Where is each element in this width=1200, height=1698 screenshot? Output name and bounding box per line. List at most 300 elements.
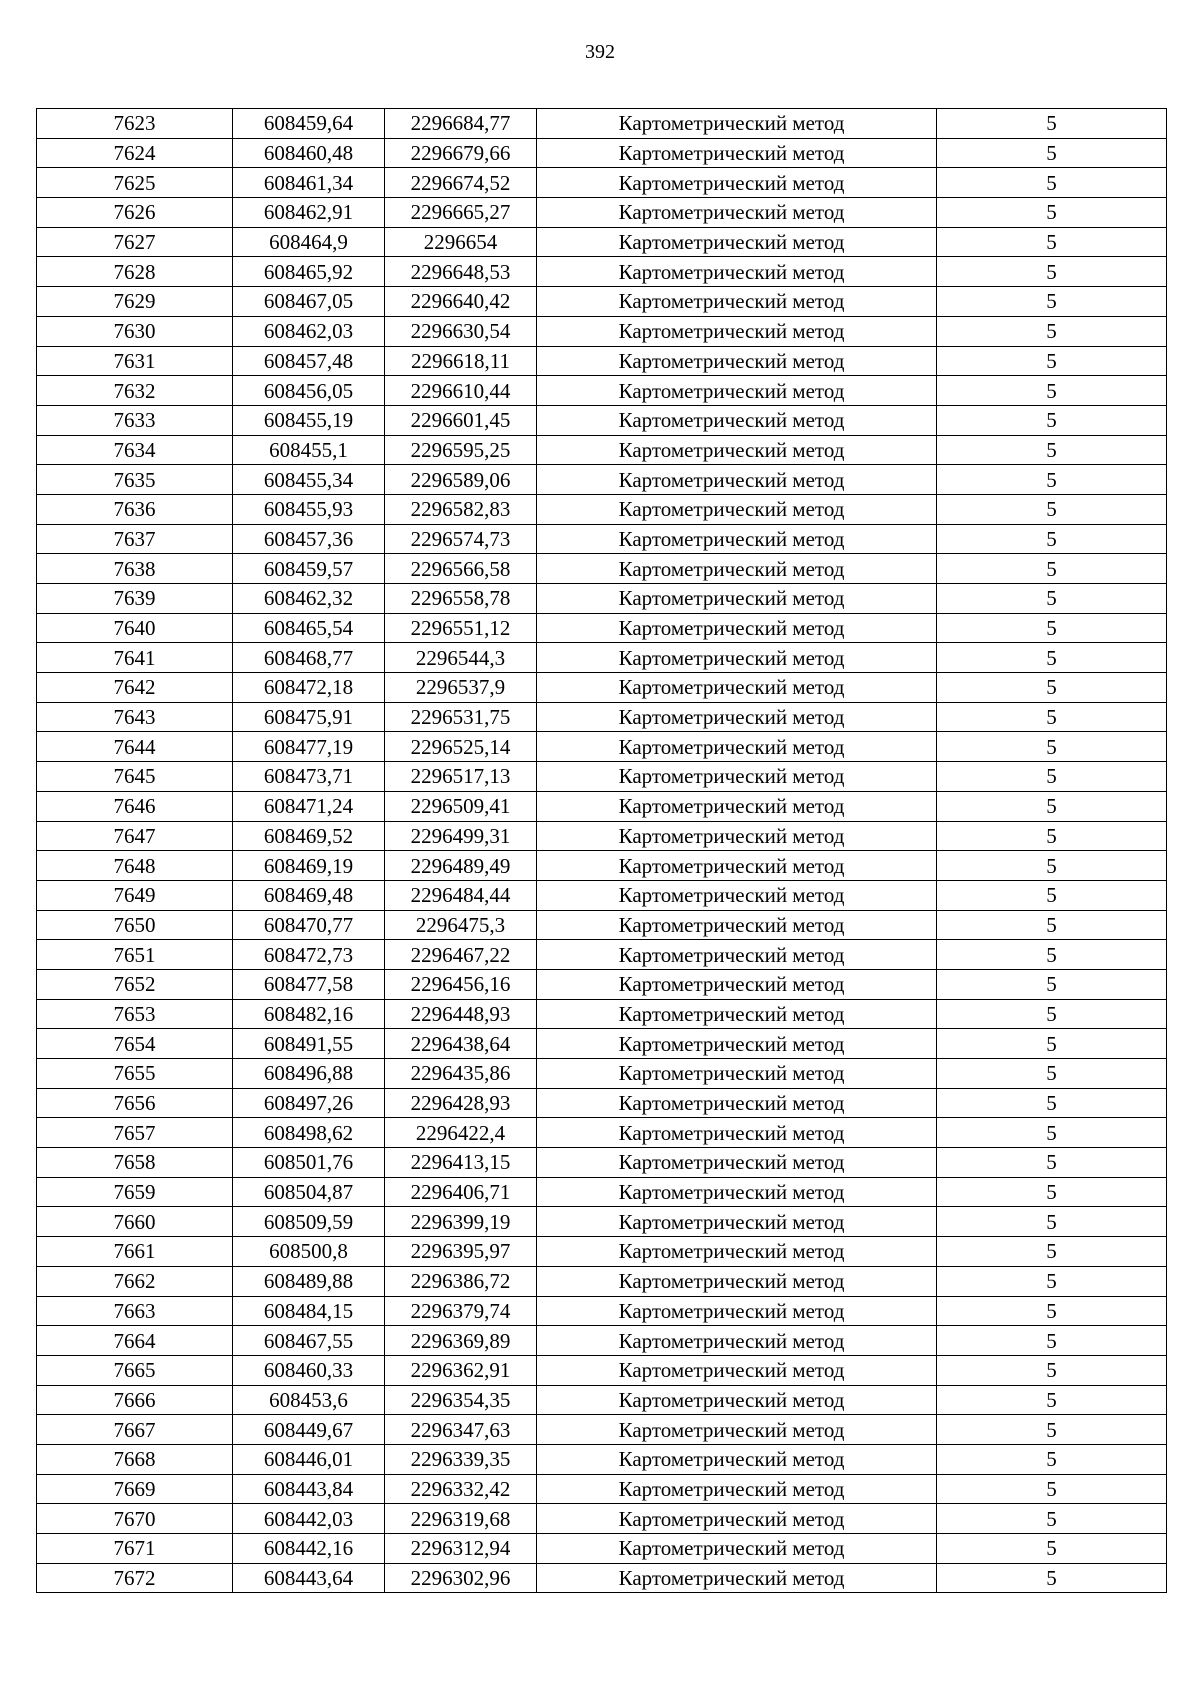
y-coordinate-cell: 2296369,89 xyxy=(385,1326,537,1356)
method-cell: Картометрический метод xyxy=(537,1474,937,1504)
accuracy-cell: 5 xyxy=(937,287,1167,317)
table-row xyxy=(37,940,1167,970)
method-cell: Картометрический метод xyxy=(537,1504,937,1534)
accuracy-cell: 5 xyxy=(937,643,1167,673)
table-row xyxy=(37,287,1167,317)
y-coordinate-cell: 2296509,41 xyxy=(385,791,537,821)
table-row xyxy=(37,1444,1167,1474)
x-coordinate-cell: 608500,8 xyxy=(233,1237,385,1267)
method-cell: Картометрический метод xyxy=(537,851,937,881)
method-cell: Картометрический метод xyxy=(537,821,937,851)
x-coordinate-cell: 608469,48 xyxy=(233,880,385,910)
y-coordinate-cell: 2296499,31 xyxy=(385,821,537,851)
accuracy-cell: 5 xyxy=(937,762,1167,792)
x-coordinate-cell: 608459,64 xyxy=(233,109,385,139)
method-cell: Картометрический метод xyxy=(537,1029,937,1059)
y-coordinate-cell: 2296422,4 xyxy=(385,1118,537,1148)
point-number-cell: 7643 xyxy=(37,702,233,732)
y-coordinate-cell: 2296386,72 xyxy=(385,1266,537,1296)
accuracy-cell: 5 xyxy=(937,1326,1167,1356)
x-coordinate-cell: 608497,26 xyxy=(233,1088,385,1118)
x-coordinate-cell: 608464,9 xyxy=(233,227,385,257)
method-cell: Картометрический метод xyxy=(537,1326,937,1356)
method-cell: Картометрический метод xyxy=(537,673,937,703)
y-coordinate-cell: 2296339,35 xyxy=(385,1444,537,1474)
x-coordinate-cell: 608504,87 xyxy=(233,1177,385,1207)
y-coordinate-cell: 2296525,14 xyxy=(385,732,537,762)
y-coordinate-cell: 2296302,96 xyxy=(385,1563,537,1593)
x-coordinate-cell: 608498,62 xyxy=(233,1118,385,1148)
table-row xyxy=(37,227,1167,257)
method-cell: Картометрический метод xyxy=(537,584,937,614)
method-cell: Картометрический метод xyxy=(537,1177,937,1207)
table-row xyxy=(37,643,1167,673)
accuracy-cell: 5 xyxy=(937,1177,1167,1207)
table-row xyxy=(37,316,1167,346)
table-row xyxy=(37,1326,1167,1356)
table-row xyxy=(37,910,1167,940)
y-coordinate-cell: 2296531,75 xyxy=(385,702,537,732)
method-cell: Картометрический метод xyxy=(537,702,937,732)
x-coordinate-cell: 608456,05 xyxy=(233,376,385,406)
table-row xyxy=(37,168,1167,198)
point-number-cell: 7624 xyxy=(37,138,233,168)
point-number-cell: 7631 xyxy=(37,346,233,376)
accuracy-cell: 5 xyxy=(937,376,1167,406)
x-coordinate-cell: 608449,67 xyxy=(233,1415,385,1445)
method-cell: Картометрический метод xyxy=(537,257,937,287)
method-cell: Картометрический метод xyxy=(537,999,937,1029)
table-row xyxy=(37,1504,1167,1534)
accuracy-cell: 5 xyxy=(937,1029,1167,1059)
point-number-cell: 7646 xyxy=(37,791,233,821)
y-coordinate-cell: 2296484,44 xyxy=(385,880,537,910)
point-number-cell: 7623 xyxy=(37,109,233,139)
method-cell: Картометрический метод xyxy=(537,910,937,940)
y-coordinate-cell: 2296475,3 xyxy=(385,910,537,940)
point-number-cell: 7666 xyxy=(37,1385,233,1415)
y-coordinate-cell: 2296544,3 xyxy=(385,643,537,673)
accuracy-cell: 5 xyxy=(937,1444,1167,1474)
y-coordinate-cell: 2296684,77 xyxy=(385,109,537,139)
table-row xyxy=(37,465,1167,495)
x-coordinate-cell: 608471,24 xyxy=(233,791,385,821)
accuracy-cell: 5 xyxy=(937,524,1167,554)
point-number-cell: 7650 xyxy=(37,910,233,940)
accuracy-cell: 5 xyxy=(937,1088,1167,1118)
point-number-cell: 7634 xyxy=(37,435,233,465)
point-number-cell: 7647 xyxy=(37,821,233,851)
point-number-cell: 7651 xyxy=(37,940,233,970)
point-number-cell: 7627 xyxy=(37,227,233,257)
table-row xyxy=(37,435,1167,465)
accuracy-cell: 5 xyxy=(937,1148,1167,1178)
accuracy-cell: 5 xyxy=(937,405,1167,435)
x-coordinate-cell: 608453,6 xyxy=(233,1385,385,1415)
accuracy-cell: 5 xyxy=(937,1266,1167,1296)
table-row xyxy=(37,1385,1167,1415)
point-number-cell: 7632 xyxy=(37,376,233,406)
accuracy-cell: 5 xyxy=(937,1237,1167,1267)
method-cell: Картометрический метод xyxy=(537,1237,937,1267)
x-coordinate-cell: 608484,15 xyxy=(233,1296,385,1326)
accuracy-cell: 5 xyxy=(937,851,1167,881)
method-cell: Картометрический метод xyxy=(537,465,937,495)
y-coordinate-cell: 2296630,54 xyxy=(385,316,537,346)
x-coordinate-cell: 608455,34 xyxy=(233,465,385,495)
point-number-cell: 7644 xyxy=(37,732,233,762)
x-coordinate-cell: 608509,59 xyxy=(233,1207,385,1237)
method-cell: Картометрический метод xyxy=(537,494,937,524)
table-row xyxy=(37,584,1167,614)
x-coordinate-cell: 608473,71 xyxy=(233,762,385,792)
accuracy-cell: 5 xyxy=(937,346,1167,376)
point-number-cell: 7648 xyxy=(37,851,233,881)
method-cell: Картометрический метод xyxy=(537,287,937,317)
table-row xyxy=(37,554,1167,584)
method-cell: Картометрический метод xyxy=(537,1207,937,1237)
x-coordinate-cell: 608475,91 xyxy=(233,702,385,732)
accuracy-cell: 5 xyxy=(937,1385,1167,1415)
point-number-cell: 7635 xyxy=(37,465,233,495)
x-coordinate-cell: 608482,16 xyxy=(233,999,385,1029)
y-coordinate-cell: 2296406,71 xyxy=(385,1177,537,1207)
y-coordinate-cell: 2296489,49 xyxy=(385,851,537,881)
accuracy-cell: 5 xyxy=(937,554,1167,584)
x-coordinate-cell: 608477,58 xyxy=(233,969,385,999)
accuracy-cell: 5 xyxy=(937,791,1167,821)
point-number-cell: 7642 xyxy=(37,673,233,703)
table-row xyxy=(37,673,1167,703)
accuracy-cell: 5 xyxy=(937,969,1167,999)
x-coordinate-cell: 608457,36 xyxy=(233,524,385,554)
table-row xyxy=(37,732,1167,762)
y-coordinate-cell: 2296354,35 xyxy=(385,1385,537,1415)
accuracy-cell: 5 xyxy=(937,138,1167,168)
method-cell: Картометрический метод xyxy=(537,346,937,376)
table-row xyxy=(37,1415,1167,1445)
table-row xyxy=(37,1207,1167,1237)
point-number-cell: 7662 xyxy=(37,1266,233,1296)
accuracy-cell: 5 xyxy=(937,880,1167,910)
x-coordinate-cell: 608455,19 xyxy=(233,405,385,435)
accuracy-cell: 5 xyxy=(937,732,1167,762)
table-row xyxy=(37,1296,1167,1326)
y-coordinate-cell: 2296537,9 xyxy=(385,673,537,703)
table-row xyxy=(37,1474,1167,1504)
table-row xyxy=(37,1088,1167,1118)
y-coordinate-cell: 2296589,06 xyxy=(385,465,537,495)
accuracy-cell: 5 xyxy=(937,584,1167,614)
method-cell: Картометрический метод xyxy=(537,524,937,554)
point-number-cell: 7641 xyxy=(37,643,233,673)
y-coordinate-cell: 2296347,63 xyxy=(385,1415,537,1445)
table-row xyxy=(37,138,1167,168)
point-number-cell: 7639 xyxy=(37,584,233,614)
method-cell: Картометрический метод xyxy=(537,1266,937,1296)
method-cell: Картометрический метод xyxy=(537,1355,937,1385)
point-number-cell: 7625 xyxy=(37,168,233,198)
x-coordinate-cell: 608501,76 xyxy=(233,1148,385,1178)
table-row xyxy=(37,613,1167,643)
point-number-cell: 7657 xyxy=(37,1118,233,1148)
x-coordinate-cell: 608496,88 xyxy=(233,1059,385,1089)
accuracy-cell: 5 xyxy=(937,910,1167,940)
accuracy-cell: 5 xyxy=(937,1059,1167,1089)
x-coordinate-cell: 608459,57 xyxy=(233,554,385,584)
y-coordinate-cell: 2296379,74 xyxy=(385,1296,537,1326)
table-row xyxy=(37,524,1167,554)
method-cell: Картометрический метод xyxy=(537,1059,937,1089)
coordinates-table-body xyxy=(37,109,1167,1593)
table-row xyxy=(37,969,1167,999)
point-number-cell: 7663 xyxy=(37,1296,233,1326)
method-cell: Картометрический метод xyxy=(537,109,937,139)
y-coordinate-cell: 2296517,13 xyxy=(385,762,537,792)
table-row xyxy=(37,1237,1167,1267)
y-coordinate-cell: 2296574,73 xyxy=(385,524,537,554)
table-row xyxy=(37,376,1167,406)
accuracy-cell: 5 xyxy=(937,257,1167,287)
point-number-cell: 7655 xyxy=(37,1059,233,1089)
y-coordinate-cell: 2296566,58 xyxy=(385,554,537,584)
table-row xyxy=(37,791,1167,821)
point-number-cell: 7659 xyxy=(37,1177,233,1207)
y-coordinate-cell: 2296319,68 xyxy=(385,1504,537,1534)
method-cell: Картометрический метод xyxy=(537,1088,937,1118)
method-cell: Картометрический метод xyxy=(537,762,937,792)
x-coordinate-cell: 608442,03 xyxy=(233,1504,385,1534)
point-number-cell: 7668 xyxy=(37,1444,233,1474)
x-coordinate-cell: 608462,91 xyxy=(233,198,385,228)
x-coordinate-cell: 608468,77 xyxy=(233,643,385,673)
point-number-cell: 7630 xyxy=(37,316,233,346)
accuracy-cell: 5 xyxy=(937,1207,1167,1237)
y-coordinate-cell: 2296438,64 xyxy=(385,1029,537,1059)
accuracy-cell: 5 xyxy=(937,999,1167,1029)
accuracy-cell: 5 xyxy=(937,435,1167,465)
table-row xyxy=(37,851,1167,881)
point-number-cell: 7664 xyxy=(37,1326,233,1356)
x-coordinate-cell: 608470,77 xyxy=(233,910,385,940)
method-cell: Картометрический метод xyxy=(537,138,937,168)
point-number-cell: 7669 xyxy=(37,1474,233,1504)
x-coordinate-cell: 608460,33 xyxy=(233,1355,385,1385)
point-number-cell: 7628 xyxy=(37,257,233,287)
x-coordinate-cell: 608472,18 xyxy=(233,673,385,703)
table-row xyxy=(37,1029,1167,1059)
method-cell: Картометрический метод xyxy=(537,880,937,910)
y-coordinate-cell: 2296648,53 xyxy=(385,257,537,287)
table-row xyxy=(37,257,1167,287)
y-coordinate-cell: 2296456,16 xyxy=(385,969,537,999)
point-number-cell: 7672 xyxy=(37,1563,233,1593)
point-number-cell: 7660 xyxy=(37,1207,233,1237)
point-number-cell: 7633 xyxy=(37,405,233,435)
x-coordinate-cell: 608443,64 xyxy=(233,1563,385,1593)
x-coordinate-cell: 608461,34 xyxy=(233,168,385,198)
y-coordinate-cell: 2296640,42 xyxy=(385,287,537,317)
table-row xyxy=(37,1266,1167,1296)
accuracy-cell: 5 xyxy=(937,465,1167,495)
coordinates-table xyxy=(36,108,1167,1593)
point-number-cell: 7645 xyxy=(37,762,233,792)
accuracy-cell: 5 xyxy=(937,1504,1167,1534)
accuracy-cell: 5 xyxy=(937,1296,1167,1326)
y-coordinate-cell: 2296399,19 xyxy=(385,1207,537,1237)
method-cell: Картометрический метод xyxy=(537,1148,937,1178)
table-row xyxy=(37,762,1167,792)
point-number-cell: 7667 xyxy=(37,1415,233,1445)
accuracy-cell: 5 xyxy=(937,1118,1167,1148)
x-coordinate-cell: 608491,55 xyxy=(233,1029,385,1059)
accuracy-cell: 5 xyxy=(937,940,1167,970)
x-coordinate-cell: 608477,19 xyxy=(233,732,385,762)
method-cell: Картометрический метод xyxy=(537,405,937,435)
y-coordinate-cell: 2296395,97 xyxy=(385,1237,537,1267)
y-coordinate-cell: 2296551,12 xyxy=(385,613,537,643)
point-number-cell: 7629 xyxy=(37,287,233,317)
point-number-cell: 7656 xyxy=(37,1088,233,1118)
method-cell: Картометрический метод xyxy=(537,613,937,643)
method-cell: Картометрический метод xyxy=(537,791,937,821)
accuracy-cell: 5 xyxy=(937,227,1167,257)
y-coordinate-cell: 2296679,66 xyxy=(385,138,537,168)
x-coordinate-cell: 608467,55 xyxy=(233,1326,385,1356)
x-coordinate-cell: 608472,73 xyxy=(233,940,385,970)
x-coordinate-cell: 608469,52 xyxy=(233,821,385,851)
table-row xyxy=(37,1355,1167,1385)
accuracy-cell: 5 xyxy=(937,316,1167,346)
accuracy-cell: 5 xyxy=(937,821,1167,851)
x-coordinate-cell: 608465,92 xyxy=(233,257,385,287)
method-cell: Картометрический метод xyxy=(537,1444,937,1474)
method-cell: Картометрический метод xyxy=(537,732,937,762)
y-coordinate-cell: 2296618,11 xyxy=(385,346,537,376)
y-coordinate-cell: 2296610,44 xyxy=(385,376,537,406)
y-coordinate-cell: 2296362,91 xyxy=(385,1355,537,1385)
method-cell: Картометрический метод xyxy=(537,1296,937,1326)
y-coordinate-cell: 2296435,86 xyxy=(385,1059,537,1089)
point-number-cell: 7637 xyxy=(37,524,233,554)
table-row xyxy=(37,1148,1167,1178)
y-coordinate-cell: 2296332,42 xyxy=(385,1474,537,1504)
point-number-cell: 7665 xyxy=(37,1355,233,1385)
method-cell: Картометрический метод xyxy=(537,1118,937,1148)
accuracy-cell: 5 xyxy=(937,1355,1167,1385)
table-row xyxy=(37,880,1167,910)
accuracy-cell: 5 xyxy=(937,613,1167,643)
method-cell: Картометрический метод xyxy=(537,316,937,346)
y-coordinate-cell: 2296674,52 xyxy=(385,168,537,198)
method-cell: Картометрический метод xyxy=(537,643,937,673)
method-cell: Картометрический метод xyxy=(537,435,937,465)
x-coordinate-cell: 608443,84 xyxy=(233,1474,385,1504)
method-cell: Картометрический метод xyxy=(537,376,937,406)
x-coordinate-cell: 608460,48 xyxy=(233,138,385,168)
point-number-cell: 7653 xyxy=(37,999,233,1029)
table-row xyxy=(37,999,1167,1029)
y-coordinate-cell: 2296595,25 xyxy=(385,435,537,465)
y-coordinate-cell: 2296558,78 xyxy=(385,584,537,614)
table-row xyxy=(37,494,1167,524)
table-row xyxy=(37,1118,1167,1148)
y-coordinate-cell: 2296654 xyxy=(385,227,537,257)
x-coordinate-cell: 608455,1 xyxy=(233,435,385,465)
point-number-cell: 7626 xyxy=(37,198,233,228)
accuracy-cell: 5 xyxy=(937,494,1167,524)
x-coordinate-cell: 608457,48 xyxy=(233,346,385,376)
y-coordinate-cell: 2296601,45 xyxy=(385,405,537,435)
y-coordinate-cell: 2296448,93 xyxy=(385,999,537,1029)
accuracy-cell: 5 xyxy=(937,198,1167,228)
y-coordinate-cell: 2296428,93 xyxy=(385,1088,537,1118)
y-coordinate-cell: 2296665,27 xyxy=(385,198,537,228)
accuracy-cell: 5 xyxy=(937,702,1167,732)
table-row xyxy=(37,109,1167,139)
method-cell: Картометрический метод xyxy=(537,168,937,198)
x-coordinate-cell: 608462,32 xyxy=(233,584,385,614)
accuracy-cell: 5 xyxy=(937,1415,1167,1445)
y-coordinate-cell: 2296582,83 xyxy=(385,494,537,524)
x-coordinate-cell: 608446,01 xyxy=(233,1444,385,1474)
method-cell: Картометрический метод xyxy=(537,1534,937,1564)
x-coordinate-cell: 608455,93 xyxy=(233,494,385,524)
accuracy-cell: 5 xyxy=(937,673,1167,703)
x-coordinate-cell: 608442,16 xyxy=(233,1534,385,1564)
method-cell: Картометрический метод xyxy=(537,227,937,257)
x-coordinate-cell: 608462,03 xyxy=(233,316,385,346)
method-cell: Картометрический метод xyxy=(537,1563,937,1593)
point-number-cell: 7638 xyxy=(37,554,233,584)
point-number-cell: 7654 xyxy=(37,1029,233,1059)
accuracy-cell: 5 xyxy=(937,168,1167,198)
y-coordinate-cell: 2296413,15 xyxy=(385,1148,537,1178)
table-row xyxy=(37,198,1167,228)
method-cell: Картометрический метод xyxy=(537,1415,937,1445)
method-cell: Картометрический метод xyxy=(537,554,937,584)
point-number-cell: 7661 xyxy=(37,1237,233,1267)
point-number-cell: 7658 xyxy=(37,1148,233,1178)
accuracy-cell: 5 xyxy=(937,1534,1167,1564)
x-coordinate-cell: 608489,88 xyxy=(233,1266,385,1296)
table-row xyxy=(37,702,1167,732)
y-coordinate-cell: 2296467,22 xyxy=(385,940,537,970)
point-number-cell: 7671 xyxy=(37,1534,233,1564)
table-row xyxy=(37,1059,1167,1089)
x-coordinate-cell: 608465,54 xyxy=(233,613,385,643)
point-number-cell: 7636 xyxy=(37,494,233,524)
x-coordinate-cell: 608469,19 xyxy=(233,851,385,881)
method-cell: Картометрический метод xyxy=(537,969,937,999)
accuracy-cell: 5 xyxy=(937,109,1167,139)
point-number-cell: 7670 xyxy=(37,1504,233,1534)
method-cell: Картометрический метод xyxy=(537,940,937,970)
point-number-cell: 7640 xyxy=(37,613,233,643)
table-row xyxy=(37,1563,1167,1593)
point-number-cell: 7652 xyxy=(37,969,233,999)
accuracy-cell: 5 xyxy=(937,1563,1167,1593)
table-row xyxy=(37,1177,1167,1207)
method-cell: Картометрический метод xyxy=(537,198,937,228)
page-number: 392 xyxy=(585,41,615,63)
method-cell: Картометрический метод xyxy=(537,1385,937,1415)
table-row xyxy=(37,1534,1167,1564)
y-coordinate-cell: 2296312,94 xyxy=(385,1534,537,1564)
x-coordinate-cell: 608467,05 xyxy=(233,287,385,317)
table-row xyxy=(37,346,1167,376)
accuracy-cell: 5 xyxy=(937,1474,1167,1504)
